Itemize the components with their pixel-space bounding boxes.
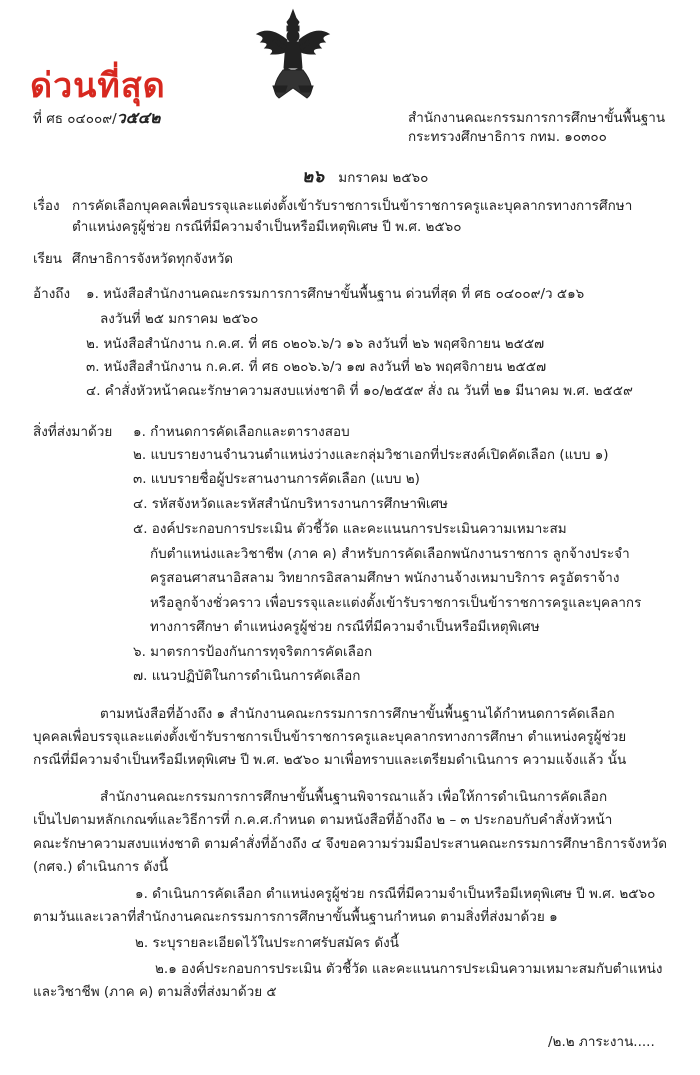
reference-item: ลงวันที่ ๒๕ มกราคม ๒๕๖๐ (100, 311, 259, 327)
attachment-item: ๓. แบบรายชื่อผู้ประสานงานการคัดเลือก (แบบ ๒) (133, 471, 420, 487)
body-item-2: ๒. ระบุรายละเอียดไว้ในประกาศรับสมัคร ดังนี้ (135, 935, 399, 951)
body-paragraph-1-line: กรณีที่มีความจำเป็นหรือมีเหตุพิเศษ ปี พ.ศ. ๒๕๖๐ มาเพื่อทราบและเตรียมดำเนินการ ความแจ้งแล้ว นั้น (33, 752, 627, 768)
reference-item: ๔. คำสั่งหัวหน้าคณะรักษาความสงบแห่งชาติ ที่ ๑๐/๒๕๕๙ สั่ง ณ วันที่ ๒๑ มีนาคม พ.ศ. ๒๕๕๙ (86, 383, 633, 399)
attachment-item-continuation: กับตำแหน่งและวิชาชีพ (ภาค ค) สำหรับการคัดเลือกพนักงานราชการ ลูกจ้างประจำ (150, 546, 630, 562)
attachment-item: ๔. รหัสจังหวัดและรหัสสำนักบริหารงานการศึกษาพิเศษ (133, 496, 448, 512)
document-number (33, 109, 160, 128)
document-number-prefix: ที่ ศธ ๐๔๐๐๙/ (33, 111, 117, 127)
reference-item: ๓. หนังสือสำนักงาน ก.ค.ศ. ที่ ศธ ๐๒๐๖.๖/ว ๑๗ ลงวันที่ ๒๖ พฤศจิกายน ๒๕๕๗ (86, 359, 547, 375)
document-number-handwritten: ว๕๔๒ (116, 108, 161, 127)
document-date (302, 168, 428, 187)
salutation-label: เรียน (33, 251, 63, 267)
attachment-item: ๕. องค์ประกอบการประเมิน ตัวชี้วัด และคะแนนการประเมินความเหมาะสม (133, 521, 567, 537)
subject-line-1: การคัดเลือกบุคคลเพื่อบรรจุและแต่งตั้งเข้ารับราชการเป็นข้าราชการครูและบุคลากรทางการศึกษา (72, 198, 633, 214)
issuer-line-1: สำนักงานคณะกรรมการการศึกษาขั้นพื้นฐาน (408, 110, 666, 126)
attachment-item: ๗. แนวปฏิบัติในการดำเนินการคัดเลือก (133, 668, 361, 684)
reference-item: ๑. หนังสือสำนักงานคณะกรรมการการศึกษาขั้นพื้นฐาน ด่วนที่สุด ที่ ศธ ๐๔๐๐๙/ว ๕๑๖ (86, 286, 585, 302)
urgent-stamp: ด่วนที่สุด (30, 66, 166, 106)
body-paragraph-2-line: คณะรักษาความสงบแห่งชาติ ตามคำสั่งที่อ้างถึง ๔ จึงขอความร่วมมือประสานคณะกรรมการศึกษาธิการจังหวัด (33, 836, 668, 852)
attachment-item: ๒. แบบรายงานจำนวนตำแหน่งว่างและกลุ่มวิชาเอกที่ประสงค์เปิดคัดเลือก (แบบ ๑) (133, 447, 609, 463)
issuer-line-2: กระทรวงศึกษาธิการ กทม. ๑๐๓๐๐ (408, 129, 607, 145)
body-paragraph-2-line: สำนักงานคณะกรรมการการศึกษาขั้นพื้นฐานพิจารณาแล้ว เพื่อให้การดำเนินการคัดเลือก (100, 789, 608, 805)
body-paragraph-2-line: (กศจ.) ดำเนินการ ดังนี้ (33, 859, 169, 875)
body-paragraph-2-line: เป็นไปตามหลักเกณฑ์และวิธีการที่ ก.ค.ศ.กำหนด ตามหนังสือที่อ้างถึง ๒ – ๓ ประกอบกับคำสั่งหัวหน้า (33, 812, 613, 828)
salutation-recipient: ศึกษาธิการจังหวัดทุกจังหวัด (72, 251, 234, 267)
attachments-label: สิ่งที่ส่งมาด้วย (33, 424, 113, 440)
attachment-item-continuation: ทางการศึกษา ตำแหน่งครูผู้ช่วย กรณีที่มีความจำเป็นหรือมีเหตุพิเศษ (150, 619, 540, 635)
references-label: อ้างถึง (33, 286, 71, 302)
attachment-item-continuation: หรือลูกจ้างชั่วคราว เพื่อบรรจุและแต่งตั้งเข้ารับราชการเป็นข้าราชการครูและบุคลากร (150, 595, 642, 611)
body-paragraph-1-line: ตามหนังสือที่อ้างถึง ๑ สำนักงานคณะกรรมการการศึกษาขั้นพื้นฐานได้กำหนดการคัดเลือก (100, 706, 615, 722)
garuda-emblem-icon (253, 8, 333, 100)
body-item-2-1-line: และวิชาชีพ (ภาค ค) ตามสิ่งที่ส่งมาด้วย ๕ (33, 984, 277, 1000)
continuation-marker: /๒.๒ ภาระงาน..... (548, 1034, 655, 1050)
reference-item: ๒. หนังสือสำนักงาน ก.ค.ศ. ที่ ศธ ๐๒๐๖.๖/ว ๑๖ ลงวันที่ ๒๖ พฤศจิกายน ๒๕๕๗ (86, 336, 545, 352)
body-item-1-line: ๑. ดำเนินการคัดเลือก ตำแหน่งครูผู้ช่วย กรณีที่มีความจำเป็นหรือมีเหตุพิเศษ ปี พ.ศ. ๒๕๖๐ (135, 886, 656, 902)
subject-label: เรื่อง (33, 198, 60, 214)
subject-line-2: ตำแหน่งครูผู้ช่วย กรณีที่มีความจำเป็นหรือมีเหตุพิเศษ ปี พ.ศ. ๒๕๖๐ (72, 219, 462, 235)
attachment-item: ๖. มาตรการป้องกันการทุจริตการคัดเลือก (133, 644, 373, 660)
date-day-handwritten: ๒๖ (302, 167, 324, 187)
body-item-1-line: ตามวันและเวลาที่สำนักงานคณะกรรมการการศึกษาขั้นพื้นฐานกำหนด ตามสิ่งที่ส่งมาด้วย ๑ (33, 909, 558, 925)
attachment-item-continuation: ครูสอนศาสนาอิสลาม วิทยากรอิสลามศึกษา พนักงานจ้างเหมาบริการ ครูอัตราจ้าง (150, 570, 620, 586)
body-paragraph-1-line: บุคคลเพื่อบรรจุและแต่งตั้งเข้ารับราชการเป็นข้าราชการครูและบุคลากรทางการศึกษา ตำแหน่งครูผู้ช่วย (33, 729, 627, 745)
date-month-year: มกราคม ๒๕๖๐ (338, 170, 429, 186)
body-item-2-1-line: ๒.๑ องค์ประกอบการประเมิน ตัวชี้วัด และคะแนนการประเมินความเหมาะสมกับตำแหน่ง (155, 961, 663, 977)
attachment-item: ๑. กำหนดการคัดเลือกและตารางสอบ (133, 424, 350, 440)
